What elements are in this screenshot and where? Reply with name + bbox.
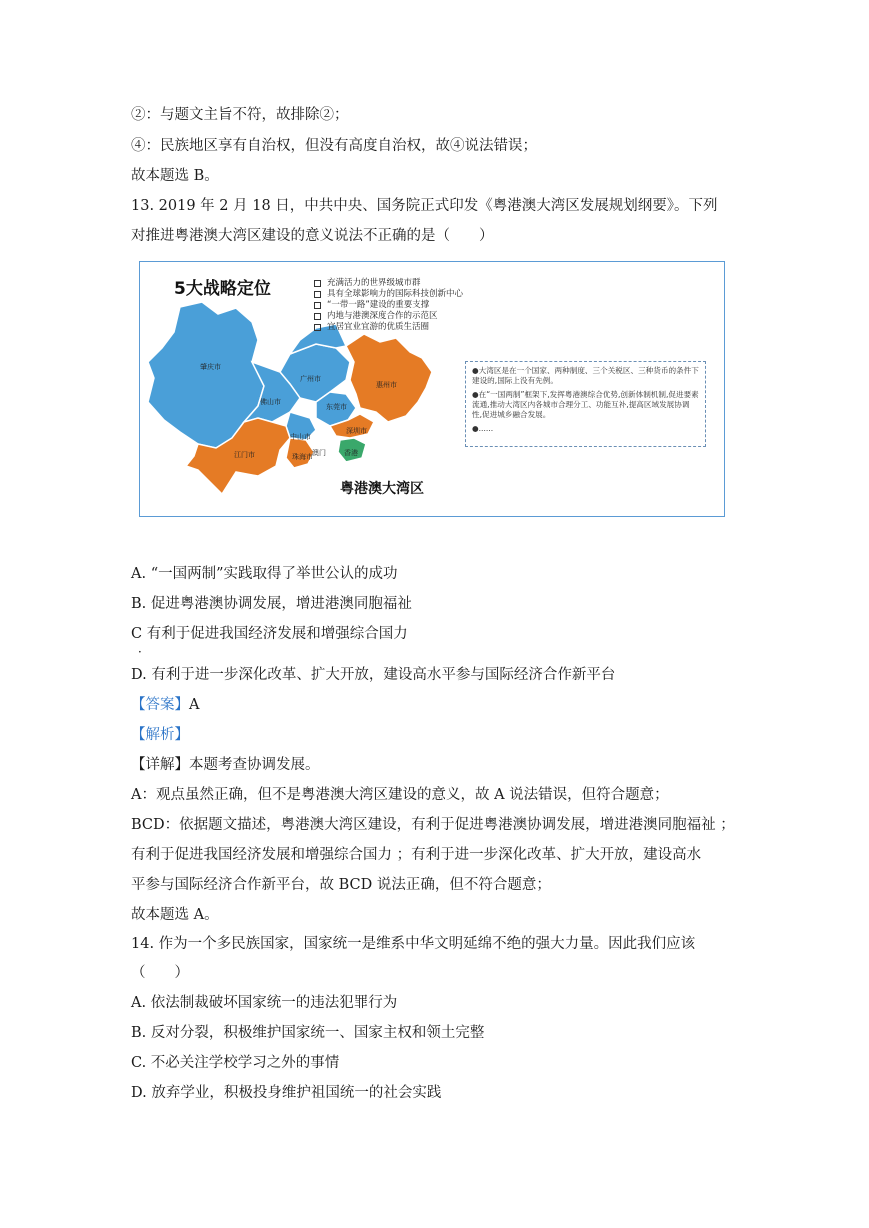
text-line: 故本题选 B。 [131,168,219,184]
city-label: 肇庆市 [200,363,221,371]
analysis-label: 【解析】 [131,727,189,743]
city-label: 珠海市 [292,453,313,461]
question-13-stem: 13. 2019 年 2 月 18 日，中共中央、国务院正式印发《粤港澳大湾区发展规划纲要》。下列 [131,198,718,214]
checkbox-icon [314,291,321,298]
option-b: B. 促进粤港澳协调发展，增进港澳同胞福祉 [131,596,412,612]
city-label: 江门市 [234,451,255,459]
answer-label: 【答案】 [131,697,189,713]
position-label: 宜居宜业宜游的优质生活圈 [327,322,430,332]
option-c-dot: ． [138,641,151,655]
question-14-stem-cont: （ ） [131,965,189,981]
positions-list [314,278,463,333]
question-13-stem-cont: 对推进粤港澳大湾区建设的意义说法不正确的是（ ） [131,228,494,244]
note-paragraph: ●...... [472,424,494,433]
bay-area-note [465,361,706,447]
city-label: 香港 [344,449,358,457]
explain-line: A：观点虽然正确，但不是粤港澳大湾区建设的意义，故 A 说法错误，但符合题意； [131,787,669,803]
option-c: C 有利于促进我国经济发展和增强综合国力 [131,626,408,642]
city-label: 东莞市 [326,403,347,411]
explain-line: 平参与国际经济合作新平台，故 BCD 说法正确，但不符合题意； [131,877,551,893]
position-label: 充满活力的世界级城市群 [327,278,421,288]
position-item [314,278,463,289]
option-a: A. “一国两制”实践取得了举世公认的成功 [131,566,398,582]
answer-value: A [189,697,200,713]
position-label: 具有全球影响力的国际科技创新中心 [327,289,464,299]
option-d: D. 有利于进一步深化改革、扩大开放，建设高水平参与国际经济合作新平台 [131,667,616,683]
figure-title: 5大战略定位 [174,279,271,299]
explain-line: BCD：依据题文描述，粤港澳大湾区建设，有利于促进粤港澳协调发展，增进港澳同胞福祉 ； [131,817,735,833]
note-paragraph: ●大湾区是在一个国家、两种制度、三个关税区、三种货币的条件下建设的,国际上没有先例。 [472,366,699,385]
question-14-stem: 14. 作为一个多民族国家，国家统一是维系中华文明延绵不绝的强大力量。因此我们应该 [131,936,696,952]
map-region-huizhou [346,334,432,422]
explain-line: 有利于促进我国经济发展和增强综合国力 ；有利于进一步深化改革、扩大开放，建设高水 [131,847,702,863]
position-item [314,300,463,311]
city-label: 澳门 [312,449,326,457]
text-line: ④：民族地区享有自治权，但没有高度自治权，故④说法错误； [131,138,537,154]
option-a: A. 依法制裁破坏国家统一的违法犯罪行为 [131,995,398,1011]
checkbox-icon [314,313,321,320]
checkbox-icon [314,280,321,287]
greater-bay-area-figure [139,261,725,517]
position-item [314,322,463,333]
position-label: 内地与港澳深度合作的示范区 [327,311,438,321]
checkbox-icon [314,302,321,309]
city-label: 中山市 [290,433,311,441]
checkbox-icon [314,324,321,331]
position-item [314,289,463,300]
option-c: C. 不必关注学校学习之外的事情 [131,1055,340,1071]
text-line: ②：与题文主旨不符，故排除②； [131,107,349,123]
option-d: D. 放弃学业，积极投身维护祖国统一的社会实践 [131,1085,442,1101]
explain-line: 故本题选 A。 [131,907,219,923]
option-b: B. 反对分裂，积极维护国家统一、国家主权和领土完整 [131,1025,485,1041]
city-label: 深圳市 [346,427,367,435]
figure-bottom-title: 粤港澳大湾区 [340,481,424,497]
detail-line: 【详解】本题考查协调发展。 [131,757,320,773]
answer-line [131,695,199,715]
position-label: “一带一路”建设的重要支撑 [327,300,430,310]
city-label: 惠州市 [376,381,397,389]
city-label: 广州市 [300,375,321,383]
city-label: 佛山市 [260,398,281,406]
position-item [314,311,463,322]
note-paragraph: ●在“一国两制”框架下,发挥粤港澳综合优势,创新体制机制,促进要素流通,推动大湾区内各城市合理分工、功能互补,提高区域发展协调性,促进城乡融合发展。 [472,390,699,419]
